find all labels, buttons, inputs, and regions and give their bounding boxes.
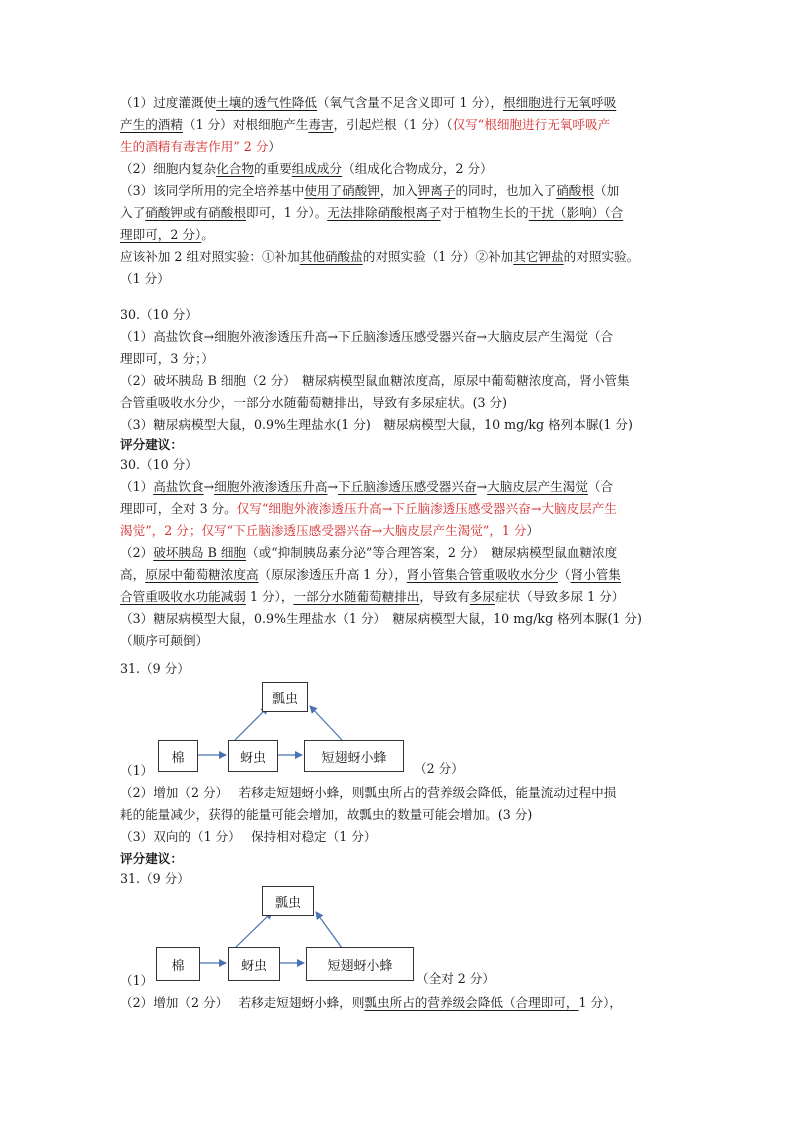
q31-scoring-part1-label: （1） [120, 973, 154, 988]
scoring-heading: 评分建议： [120, 437, 183, 452]
q30-scoring-line-5: 高，原尿中葡萄糖浓度高（原尿渗透压升高 1 分），肾小管集合管重吸收水分少（肾小管集 [120, 567, 621, 582]
q29-line-8: 应该补加 2 组对照实验：①补加其他硝酸盐的对照实验（1 分）②补加其它钾盐的对照实验。 [120, 249, 640, 264]
q29-line-9: （1 分） [120, 271, 170, 286]
node-ladybug-2: 瓢虫 [262, 886, 314, 916]
q31-part1-label: （1） [120, 763, 154, 778]
q30-scoring-line-2: 理即可，全对 3 分。仅写“细胞外液渗透压升高→下丘脑渗透压感受器兴奋→大脑皮层产生 [120, 501, 617, 516]
q29-line-4: （2）细胞内复杂化合物的重要组成成分（组成化合物成分，2 分） [120, 161, 493, 176]
q29-line-3: 生的酒精有毒害作用” 2 分） [120, 139, 281, 154]
q30-line-1: （1）高盐饮食→细胞外液渗透压升高→下丘脑渗透压感受器兴奋→大脑皮层产生渴觉（合 [120, 329, 614, 344]
node-cotton: 棉 [158, 740, 198, 772]
arrow-wasp-to-ladybug-2 [316, 912, 342, 948]
q30-scoring-heading: 30.（10 分） [120, 457, 198, 472]
q31-scoring-heading: 31.（9 分） [120, 871, 190, 886]
q30-scoring-line-8: （顺序可颠倒） [120, 633, 209, 648]
node-aphid: 蚜虫 [228, 740, 278, 772]
q30-line-2: 理即可，3 分；） [120, 351, 214, 366]
q31-scoring-line-2: （2）增加（2 分） 若移走短翅蚜小蜂，则瓢虫所占的营养级会降低（合理即可，1 分）， [120, 995, 623, 1010]
node-aphid-2: 蚜虫 [228, 947, 280, 981]
q30-line-4: 合管重吸收水分少，一部分水随葡萄糖排出，导致有多尿症状。(3 分) [120, 395, 508, 410]
q30-scoring-line-4: （2）破坏胰岛 B 细胞（或“抑制胰岛素分泌”等合理答案，2 分） 糖尿病模型鼠血糖浓度 [120, 545, 618, 560]
node-wasp: 短翅蚜小蜂 [304, 740, 404, 772]
food-web-diagram-2 [120, 892, 682, 992]
arrow-aphid-to-ladybug-2 [235, 912, 272, 948]
arrow-wasp-to-ladybug [310, 706, 342, 740]
q31-scoring-part1-score: （全对 2 分） [416, 971, 495, 986]
q31-line-3: 耗的能量减少，获得的能量可能会增加，故瓢虫的数量可能会增加。(3 分) [120, 807, 533, 822]
q30-scoring-line-3: 渴觉”，2 分；仅写“下丘脑渗透压感受器兴奋→大脑皮层产生渴觉”，1 分） [120, 523, 540, 538]
node-wasp-2: 短翅蚜小蜂 [306, 947, 414, 981]
q31-heading: 31.（9 分） [120, 661, 190, 676]
q29-line-2: 产生的酒精（1 分）对根细胞产生毒害，引起烂根（1 分）（仅写“根细胞进行无氧呼吸产 [120, 117, 611, 132]
q30-line-5: （3）糖尿病模型大鼠，0.9%生理盐水(1 分) 糖尿病模型大鼠，10 mg/kg 格列本脲(1 分) [120, 417, 633, 432]
q30-scoring-line-6: 合管重吸收水功能减弱 1 分），一部分水随葡萄糖排出，导致有多尿症状（导致多尿 1 分） [120, 589, 625, 604]
q30-scoring-line-1: （1）高盐饮食→细胞外液渗透压升高→下丘脑渗透压感受器兴奋→大脑皮层产生渴觉（合 [120, 479, 614, 494]
q29-line-1: （1）过度灌溉使土壤的透气性降低（氧气含量不足含义即可 1 分），根细胞进行无氧呼吸 [120, 95, 617, 110]
q30-scoring-line-7: （3）糖尿病模型大鼠，0.9%生理盐水（1 分） 糖尿病模型大鼠，10 mg/kg 格列本脲(1 分) [120, 611, 642, 626]
q31-line-2: （2）增加（2 分） 若移走短翅蚜小蜂，则瓢虫所占的营养级会降低，能量流动过程中损 [120, 785, 617, 800]
food-web-diagram-1 [120, 682, 682, 782]
q30-heading: 30.（10 分） [120, 307, 198, 322]
q31-line-4: （3）双向的（1 分） 保持相对稳定（1 分） [120, 829, 377, 844]
node-cotton-2: 棉 [156, 947, 200, 981]
node-ladybug: 瓢虫 [262, 682, 308, 712]
q29-line-5: （3）该同学所用的完全培养基中使用了硝酸钾，加入钾离子的同时，也加入了硝酸根（加 [120, 183, 620, 198]
q31-part1-score: （2 分） [414, 761, 464, 776]
scoring-heading-2: 评分建议： [120, 851, 183, 866]
q29-line-7: 理即可，2 分）。 [120, 227, 214, 242]
q30-line-3: （2）破坏胰岛 B 细胞（2 分） 糖尿病模型鼠血糖浓度高，原尿中葡萄糖浓度高，肾小管集 [120, 373, 630, 388]
q29-line-6: 入了硝酸钾或有硝酸根即可，1 分）。无法排除硝酸根离子对于植物生长的干扰（影响）（合 [120, 205, 624, 220]
